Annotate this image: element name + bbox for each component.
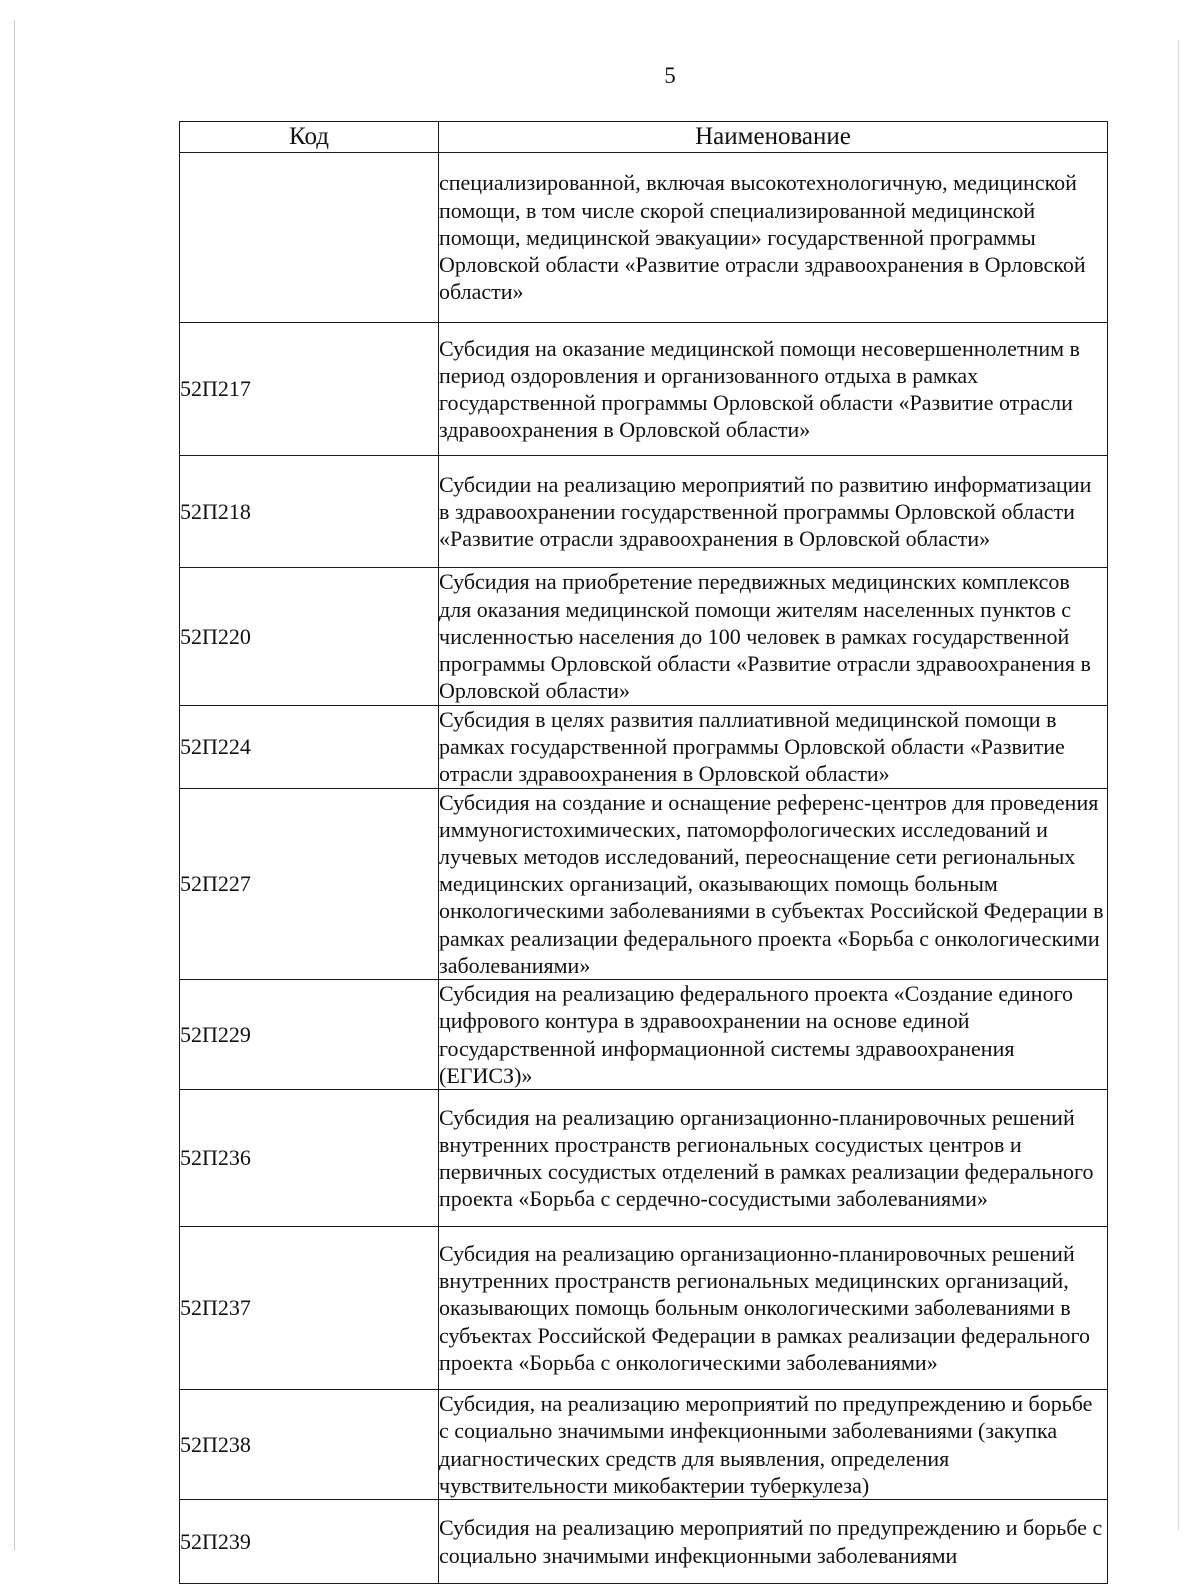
row-name: Субсидия, на реализацию мероприятий по предупреждению и борьбе с социально значимыми инфекционными заболеваниями (закупка диагностических средств для выявления, определения чувствительности микобактерии туберкулеза) [439,1390,1108,1500]
row-code: 52П220 [180,568,439,706]
table-row [180,1227,1108,1390]
row-name: Субсидия на реализацию мероприятий по предупреждению и борьбе с социально значимыми инфекционными заболеваниями [439,1500,1108,1584]
row-name: Субсидия на создание и оснащение референс-центров для проведения иммуногистохимических, патоморфологических исследований и лучевых методов исследований, переоснащение сети региональных медицинских организаций, оказывающих помощь больным онкологическими заболеваниями в субъектах Российской Федерации в рамках реализации федерального проекта «Борьба с онкологическими заболеваниями» [439,788,1108,979]
row-code: 52П217 [180,323,439,456]
table-row [180,568,1108,706]
table-row [180,1090,1108,1227]
row-name: Субсидии на реализацию мероприятий по развитию информатизации в здравоохранении государственной программы Орловской области «Развитие отрасли здравоохранения в Орловской области» [439,456,1108,568]
row-name: Субсидия на реализацию организационно-планировочных решений внутренних пространств региональных сосудистых центров и первичных сосудистых отделений в рамках реализации федерального проекта «Борьба с сердечно-сосудистыми заболеваниями» [439,1090,1108,1227]
row-name: Субсидия на оказание медицинской помощи несовершеннолетним в период оздоровления и организованного отдыха в рамках государственной программы Орловской области «Развитие отрасли здравоохранения в Орловской области» [439,323,1108,456]
row-code [180,153,439,323]
table-row [180,980,1108,1090]
row-code: 52П237 [180,1227,439,1390]
row-name: Субсидия на реализацию организационно-планировочных решений внутренних пространств региональных медицинских организаций, оказывающих помощь больным онкологическими заболеваниями в субъектах Российской Федерации в рамках реализации федерального проекта «Борьба с онкологическими заболеваниями» [439,1227,1108,1390]
table-row [180,323,1108,456]
scan-edge-left [14,20,15,1550]
row-code: 52П227 [180,788,439,979]
row-code: 52П236 [180,1090,439,1227]
row-code: 52П229 [180,980,439,1090]
row-code: 52П239 [180,1500,439,1584]
page-number: 5 [664,63,676,88]
budget-codes-table [179,121,1108,1584]
row-code: 52П224 [180,706,439,789]
table-row [180,1500,1108,1584]
table-header-row [180,122,1108,153]
table-row [180,1390,1108,1500]
row-code: 52П238 [180,1390,439,1500]
row-name: специализированной, включая высокотехнологичную, медицинской помощи, в том числе скорой специализированной медицинской помощи, медицинской эвакуации» государственной программы Орловской области «Развитие отрасли здравоохранения в Орловской области» [439,153,1108,323]
row-name: Субсидия на реализацию федерального проекта «Создание единого цифрового контура в здравоохранении на основе единой государственной информационной системы здравоохранения (ЕГИСЗ)» [439,980,1108,1090]
row-name: Субсидия в целях развития паллиативной медицинской помощи в рамках государственной программы Орловской области «Развитие отрасли здравоохранения в Орловской области» [439,706,1108,789]
table-row [180,153,1108,323]
table-row [180,456,1108,568]
scan-edge-right [1178,40,1179,1530]
row-name: Субсидия на приобретение передвижных медицинских комплексов для оказания медицинской помощи жителям населенных пунктов с численностью населения до 100 человек в рамках государственной программы Орловской области «Развитие отрасли здравоохранения в Орловской области» [439,568,1108,706]
table-row [180,706,1108,789]
header-name: Наименование [439,122,1108,153]
table-row [180,788,1108,979]
header-code: Код [180,122,439,153]
row-code: 52П218 [180,456,439,568]
